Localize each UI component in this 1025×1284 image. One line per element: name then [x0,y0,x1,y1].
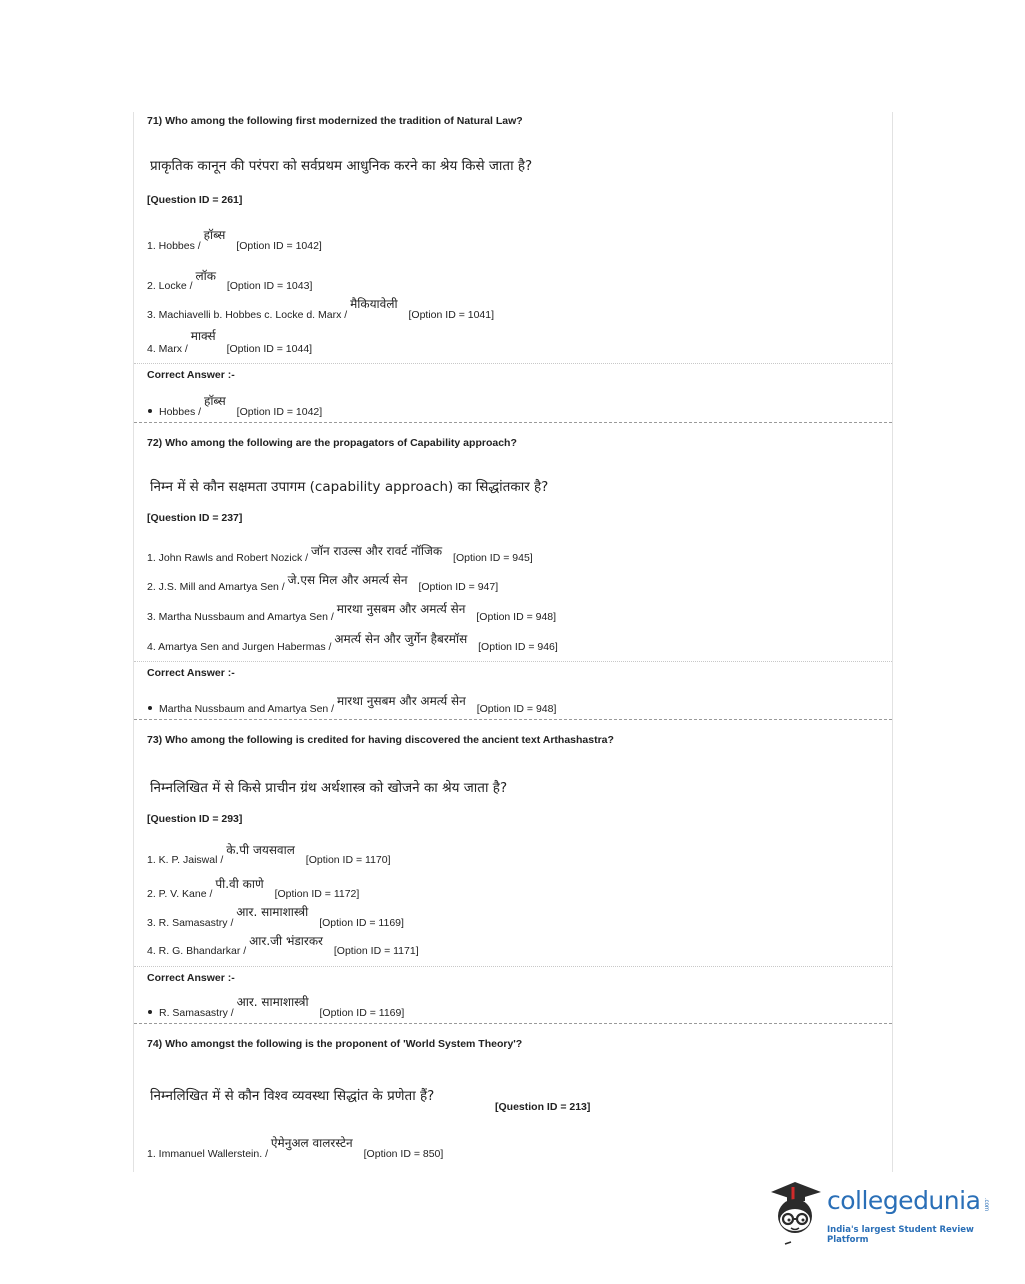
option-hindi: पी.वी काणे [215,877,264,891]
correct-answer-label: Correct Answer :- [147,369,235,381]
question-74-option-1 [147,1136,444,1161]
option-text: 4. Amartya Sen and Jurgen Habermas / [147,641,332,653]
answer-option-id: [Option ID = 948] [476,703,557,715]
option-text: 3. R. Samasastry / [147,917,234,929]
option-id: [Option ID = 850] [363,1148,444,1160]
question-sheet [133,112,893,1172]
question-74-hindi: निम्नलिखित में से कौन विश्व व्यवस्था सिद्धांत के प्रणेता हैं? [150,1088,435,1104]
option-id: [Option ID = 1169] [319,917,404,929]
option-id: [Option ID = 945] [453,552,533,564]
brand-tagline: India's largest Student Review Platform [827,1225,974,1245]
question-71-option-2 [147,269,313,293]
option-text: 1. John Rawls and Robert Nozick / [147,552,309,564]
option-hindi: ऐमेनुअल वालरस्टेन [270,1136,353,1150]
question-71-option-1 [147,228,322,253]
option-id: [Option ID = 947] [418,581,499,593]
option-id: [Option ID = 1170] [305,854,391,866]
answer-hindi: आर. सामाशास्त्री [236,995,309,1009]
option-id: [Option ID = 1044] [226,343,313,355]
answer-hindi: मारथा नुसबम और अमर्त्य सेन [337,694,466,708]
question-divider [134,422,892,423]
option-hindi: मारथा नुसबम और अमर्त्य सेन [336,602,466,616]
option-text: 3. Martha Nussbaum and Amartya Sen / [147,611,334,623]
answer-text: Martha Nussbaum and Amartya Sen / [159,703,335,715]
collegedunia-logo [767,1178,997,1248]
option-hindi: आर.जी भंडारकर [249,934,323,948]
option-hindi: जे.एस मिल और अमर्त्य सेन [287,573,408,587]
option-hindi: लॉक [195,269,216,283]
question-72-option-3 [147,602,557,624]
option-text: 2. Locke / [147,280,193,292]
correct-answer-71 [147,394,323,419]
question-divider [134,719,892,720]
option-id: [Option ID = 1172] [274,888,360,900]
question-divider [134,1023,892,1024]
question-72-option-1 [147,544,533,565]
bullet-icon [148,706,152,710]
question-71-option-4 [147,329,313,356]
option-hindi: मैकियावेली [350,297,398,311]
answer-option-id: [Option ID = 1042] [236,406,323,418]
answer-text: R. Samasastry / [159,1007,234,1019]
question-73-option-2 [147,877,360,901]
divider [134,363,892,364]
option-text: 4. Marx / [147,343,188,355]
option-hindi: अमर्त्य सेन और जुर्गेन हैबरमॉस [334,632,468,646]
question-71-id: [Question ID = 261] [147,194,243,206]
option-text: 1. Hobbes / [147,240,201,252]
option-hindi: मार्क्स [190,329,216,343]
divider [134,966,892,967]
option-id: [Option ID = 1043] [226,280,313,292]
option-hindi: आर. सामाशास्त्री [236,905,309,919]
answer-text: Hobbes / [159,406,202,418]
question-73-option-3 [147,905,404,930]
question-71-hindi: प्राकृतिक कानून की परंपरा को सर्वप्रथम आधुनिक करने का श्रेय किसे जाता है? [150,158,533,174]
question-72-hindi: निम्न में से कौन सक्षमता उपागम (capability approach) का सिद्धांतकार है? [150,479,549,495]
correct-answer-72 [147,694,557,716]
question-72-option-2 [147,573,499,594]
correct-answer-label: Correct Answer :- [147,667,235,679]
option-hindi: जॉन राउल्स और रावर्ट नॉजिक [311,544,443,558]
question-71-option-3 [147,297,495,322]
brand-domain: .com [983,1198,989,1212]
question-72-id: [Question ID = 237] [147,512,243,524]
option-text: 4. R. G. Bhandarkar / [147,945,247,957]
correct-answer-label: Correct Answer :- [147,972,235,984]
bullet-icon [148,409,152,413]
question-71: 71) Who among the following first modernized the tradition of Natural Law? [147,115,523,127]
question-74-id: [Question ID = 213] [495,1101,591,1113]
option-hindi: के.पी जयसवाल [226,843,295,857]
question-73-id: [Question ID = 293] [147,813,243,825]
answer-hindi: हॉब्स [203,394,226,408]
question-73: 73) Who among the following is credited for having discovered the ancient text Arthashastra? [147,734,614,746]
option-text: 2. J.S. Mill and Amartya Sen / [147,581,285,593]
mascot-icon [767,1178,827,1248]
divider [134,661,892,662]
option-hindi: हॉब्स [203,228,226,242]
option-id: [Option ID = 948] [476,611,557,623]
question-72-option-4 [147,632,558,654]
option-id: [Option ID = 1171] [333,945,419,957]
option-id: [Option ID = 1042] [236,240,322,252]
option-id: [Option ID = 1041] [408,309,495,321]
option-id: [Option ID = 946] [478,641,558,653]
option-text: 1. K. P. Jaiswal / [147,854,224,866]
brand-name: collegedunia [827,1186,981,1215]
option-text: 1. Immanuel Wallerstein. / [147,1148,268,1160]
correct-answer-73 [147,995,405,1020]
question-73-option-4 [147,934,419,958]
question-73-hindi: निम्नलिखित में से किसे प्राचीन ग्रंथ अर्थशास्त्र को खोजने का श्रेय जाता है? [150,780,508,796]
option-text: 3. Machiavelli b. Hobbes c. Locke d. Marx / [147,309,348,321]
question-72: 72) Who among the following are the propagators of Capability approach? [147,437,517,449]
question-73-option-1 [147,843,391,867]
option-text: 2. P. V. Kane / [147,888,213,900]
bullet-icon [148,1010,152,1014]
question-74: 74) Who amongst the following is the proponent of 'World System Theory'? [147,1038,523,1050]
answer-option-id: [Option ID = 1169] [319,1007,405,1019]
